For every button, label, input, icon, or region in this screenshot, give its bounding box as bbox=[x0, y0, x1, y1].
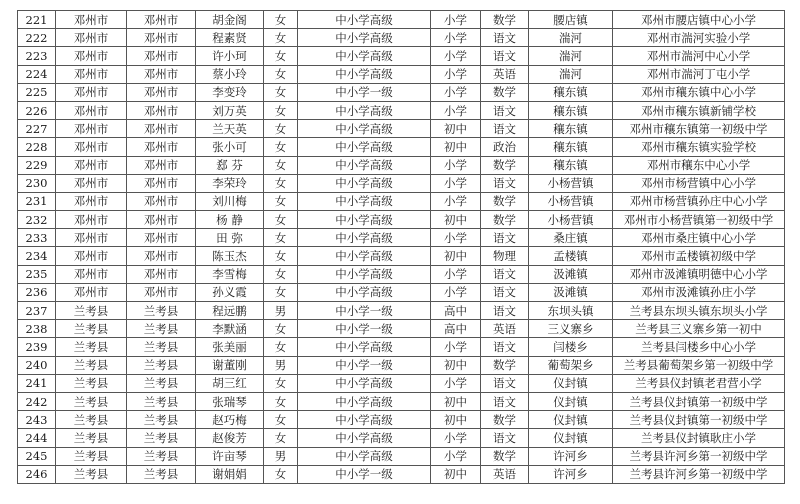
city-cell: 兰考县 bbox=[56, 338, 127, 356]
gender-cell: 女 bbox=[264, 374, 298, 392]
title-cell: 中小学高级 bbox=[298, 192, 431, 210]
gender-cell: 女 bbox=[264, 338, 298, 356]
row-number-cell: 243 bbox=[18, 411, 56, 429]
town-cell: 孟楼镇 bbox=[529, 247, 613, 265]
name-cell: 李变玲 bbox=[196, 83, 264, 101]
gender-cell: 女 bbox=[264, 29, 298, 47]
subject-cell: 英语 bbox=[481, 65, 529, 83]
subject-cell: 语文 bbox=[481, 338, 529, 356]
title-cell: 中小学一级 bbox=[298, 465, 431, 483]
table-body bbox=[18, 11, 785, 484]
table-row bbox=[18, 83, 785, 101]
county-cell: 兰考县 bbox=[127, 411, 196, 429]
city-cell: 邓州市 bbox=[56, 138, 127, 156]
row-number-cell: 236 bbox=[18, 283, 56, 301]
county-cell: 邓州市 bbox=[127, 120, 196, 138]
title-cell: 中小学高级 bbox=[298, 211, 431, 229]
school-name-cell: 兰考县仪封镇老君营小学 bbox=[613, 374, 785, 392]
name-cell: 赵巧梅 bbox=[196, 411, 264, 429]
city-cell: 邓州市 bbox=[56, 265, 127, 283]
name-cell: 谢娟娟 bbox=[196, 465, 264, 483]
county-cell: 邓州市 bbox=[127, 192, 196, 210]
gender-cell: 女 bbox=[264, 138, 298, 156]
town-cell: 汲滩镇 bbox=[529, 283, 613, 301]
table-row bbox=[18, 174, 785, 192]
gender-cell: 男 bbox=[264, 302, 298, 320]
gender-cell: 男 bbox=[264, 447, 298, 465]
county-cell: 邓州市 bbox=[127, 229, 196, 247]
school-name-cell: 邓州市穰东中心小学 bbox=[613, 156, 785, 174]
name-cell: 张小可 bbox=[196, 138, 264, 156]
gender-cell: 女 bbox=[264, 192, 298, 210]
name-cell: 程素贤 bbox=[196, 29, 264, 47]
school-name-cell: 邓州市腰店镇中心小学 bbox=[613, 11, 785, 29]
town-cell: 仪封镇 bbox=[529, 411, 613, 429]
gender-cell: 女 bbox=[264, 283, 298, 301]
gender-cell: 女 bbox=[264, 411, 298, 429]
subject-cell: 数学 bbox=[481, 211, 529, 229]
school-level-cell: 小学 bbox=[431, 83, 481, 101]
title-cell: 中小学高级 bbox=[298, 120, 431, 138]
school-level-cell: 小学 bbox=[431, 11, 481, 29]
table-row bbox=[18, 229, 785, 247]
city-cell: 兰考县 bbox=[56, 411, 127, 429]
school-level-cell: 小学 bbox=[431, 283, 481, 301]
city-cell: 兰考县 bbox=[56, 356, 127, 374]
gender-cell: 女 bbox=[264, 392, 298, 410]
county-cell: 邓州市 bbox=[127, 83, 196, 101]
gender-cell: 女 bbox=[264, 247, 298, 265]
city-cell: 兰考县 bbox=[56, 320, 127, 338]
row-number-cell: 235 bbox=[18, 265, 56, 283]
school-name-cell: 邓州市穰东镇第一初级中学 bbox=[613, 120, 785, 138]
town-cell: 许河乡 bbox=[529, 465, 613, 483]
table-row bbox=[18, 429, 785, 447]
table-row bbox=[18, 302, 785, 320]
name-cell: 李荣玲 bbox=[196, 174, 264, 192]
table-row bbox=[18, 156, 785, 174]
city-cell: 邓州市 bbox=[56, 11, 127, 29]
county-cell: 兰考县 bbox=[127, 392, 196, 410]
school-level-cell: 小学 bbox=[431, 447, 481, 465]
name-cell: 赵俊芳 bbox=[196, 429, 264, 447]
town-cell: 穰东镇 bbox=[529, 83, 613, 101]
table-row bbox=[18, 120, 785, 138]
title-cell: 中小学高级 bbox=[298, 47, 431, 65]
county-cell: 兰考县 bbox=[127, 356, 196, 374]
school-level-cell: 小学 bbox=[431, 429, 481, 447]
table-row bbox=[18, 392, 785, 410]
name-cell: 胡金阁 bbox=[196, 11, 264, 29]
town-cell: 葡萄架乡 bbox=[529, 356, 613, 374]
gender-cell: 女 bbox=[264, 429, 298, 447]
subject-cell: 英语 bbox=[481, 465, 529, 483]
gender-cell: 女 bbox=[264, 265, 298, 283]
school-level-cell: 初中 bbox=[431, 138, 481, 156]
subject-cell: 英语 bbox=[481, 320, 529, 338]
title-cell: 中小学高级 bbox=[298, 338, 431, 356]
gender-cell: 女 bbox=[264, 47, 298, 65]
town-cell: 许河乡 bbox=[529, 447, 613, 465]
school-name-cell: 邓州市湍河中心小学 bbox=[613, 47, 785, 65]
table-row bbox=[18, 320, 785, 338]
city-cell: 邓州市 bbox=[56, 283, 127, 301]
table-row bbox=[18, 447, 785, 465]
county-cell: 邓州市 bbox=[127, 211, 196, 229]
subject-cell: 政治 bbox=[481, 138, 529, 156]
town-cell: 穰东镇 bbox=[529, 156, 613, 174]
gender-cell: 女 bbox=[264, 229, 298, 247]
school-name-cell: 邓州市穰东镇新铺学校 bbox=[613, 101, 785, 119]
row-number-cell: 246 bbox=[18, 465, 56, 483]
school-level-cell: 小学 bbox=[431, 374, 481, 392]
school-name-cell: 邓州市穰东镇中心小学 bbox=[613, 83, 785, 101]
row-number-cell: 227 bbox=[18, 120, 56, 138]
school-name-cell: 兰考县许河乡第一初级中学 bbox=[613, 465, 785, 483]
subject-cell: 语文 bbox=[481, 392, 529, 410]
school-level-cell: 小学 bbox=[431, 265, 481, 283]
name-cell: 许亩琴 bbox=[196, 447, 264, 465]
title-cell: 中小学高级 bbox=[298, 229, 431, 247]
city-cell: 邓州市 bbox=[56, 247, 127, 265]
row-number-cell: 222 bbox=[18, 29, 56, 47]
row-number-cell: 237 bbox=[18, 302, 56, 320]
school-level-cell: 小学 bbox=[431, 338, 481, 356]
table-row bbox=[18, 192, 785, 210]
town-cell: 湍河 bbox=[529, 47, 613, 65]
name-cell: 张美丽 bbox=[196, 338, 264, 356]
county-cell: 邓州市 bbox=[127, 29, 196, 47]
name-cell: 杨 静 bbox=[196, 211, 264, 229]
city-cell: 邓州市 bbox=[56, 229, 127, 247]
county-cell: 邓州市 bbox=[127, 65, 196, 83]
school-name-cell: 兰考县东坝头镇东坝头小学 bbox=[613, 302, 785, 320]
school-level-cell: 小学 bbox=[431, 229, 481, 247]
subject-cell: 数学 bbox=[481, 356, 529, 374]
school-level-cell: 初中 bbox=[431, 120, 481, 138]
name-cell: 刘万英 bbox=[196, 101, 264, 119]
row-number-cell: 223 bbox=[18, 47, 56, 65]
school-level-cell: 初中 bbox=[431, 411, 481, 429]
gender-cell: 女 bbox=[264, 156, 298, 174]
town-cell: 穰东镇 bbox=[529, 120, 613, 138]
title-cell: 中小学高级 bbox=[298, 174, 431, 192]
gender-cell: 女 bbox=[264, 120, 298, 138]
school-name-cell: 兰考县许河乡第一初级中学 bbox=[613, 447, 785, 465]
table-row bbox=[18, 411, 785, 429]
county-cell: 邓州市 bbox=[127, 156, 196, 174]
city-cell: 兰考县 bbox=[56, 465, 127, 483]
gender-cell: 男 bbox=[264, 356, 298, 374]
document-page bbox=[17, 10, 785, 484]
school-name-cell: 邓州市杨营镇孙庄中心小学 bbox=[613, 192, 785, 210]
row-number-cell: 224 bbox=[18, 65, 56, 83]
subject-cell: 语文 bbox=[481, 302, 529, 320]
city-cell: 邓州市 bbox=[56, 29, 127, 47]
table-row bbox=[18, 265, 785, 283]
county-cell: 邓州市 bbox=[127, 47, 196, 65]
school-name-cell: 邓州市桑庄镇中心小学 bbox=[613, 229, 785, 247]
name-cell: 张瑞琴 bbox=[196, 392, 264, 410]
name-cell: 程远鹏 bbox=[196, 302, 264, 320]
school-name-cell: 邓州市湍河丁屯小学 bbox=[613, 65, 785, 83]
school-name-cell: 邓州市穰东镇实验学校 bbox=[613, 138, 785, 156]
row-number-cell: 230 bbox=[18, 174, 56, 192]
name-cell: 郄 芬 bbox=[196, 156, 264, 174]
title-cell: 中小学高级 bbox=[298, 138, 431, 156]
name-cell: 许小珂 bbox=[196, 47, 264, 65]
subject-cell: 语文 bbox=[481, 174, 529, 192]
city-cell: 兰考县 bbox=[56, 302, 127, 320]
title-cell: 中小学高级 bbox=[298, 101, 431, 119]
name-cell: 田 弥 bbox=[196, 229, 264, 247]
row-number-cell: 232 bbox=[18, 211, 56, 229]
subject-cell: 语文 bbox=[481, 229, 529, 247]
subject-cell: 语文 bbox=[481, 101, 529, 119]
row-number-cell: 231 bbox=[18, 192, 56, 210]
title-cell: 中小学高级 bbox=[298, 429, 431, 447]
row-number-cell: 225 bbox=[18, 83, 56, 101]
city-cell: 邓州市 bbox=[56, 211, 127, 229]
subject-cell: 数学 bbox=[481, 83, 529, 101]
table-row bbox=[18, 283, 785, 301]
city-cell: 兰考县 bbox=[56, 374, 127, 392]
city-cell: 邓州市 bbox=[56, 174, 127, 192]
county-cell: 邓州市 bbox=[127, 11, 196, 29]
town-cell: 东坝头镇 bbox=[529, 302, 613, 320]
school-level-cell: 小学 bbox=[431, 156, 481, 174]
gender-cell: 女 bbox=[264, 65, 298, 83]
subject-cell: 语文 bbox=[481, 374, 529, 392]
town-cell: 仪封镇 bbox=[529, 392, 613, 410]
title-cell: 中小学高级 bbox=[298, 65, 431, 83]
name-cell: 胡三红 bbox=[196, 374, 264, 392]
town-cell: 腰店镇 bbox=[529, 11, 613, 29]
row-number-cell: 233 bbox=[18, 229, 56, 247]
town-cell: 小杨营镇 bbox=[529, 192, 613, 210]
subject-cell: 语文 bbox=[481, 120, 529, 138]
subject-cell: 数学 bbox=[481, 11, 529, 29]
table-row bbox=[18, 374, 785, 392]
row-number-cell: 239 bbox=[18, 338, 56, 356]
school-level-cell: 小学 bbox=[431, 65, 481, 83]
table-row bbox=[18, 211, 785, 229]
title-cell: 中小学一级 bbox=[298, 320, 431, 338]
city-cell: 邓州市 bbox=[56, 120, 127, 138]
school-level-cell: 高中 bbox=[431, 302, 481, 320]
table-row bbox=[18, 338, 785, 356]
title-cell: 中小学高级 bbox=[298, 411, 431, 429]
gender-cell: 女 bbox=[264, 83, 298, 101]
row-number-cell: 221 bbox=[18, 11, 56, 29]
school-name-cell: 邓州市汲滩镇明德中心小学 bbox=[613, 265, 785, 283]
school-name-cell: 邓州市小杨营镇第一初级中学 bbox=[613, 211, 785, 229]
city-cell: 兰考县 bbox=[56, 392, 127, 410]
school-name-cell: 兰考县葡萄架乡第一初级中学 bbox=[613, 356, 785, 374]
teacher-list-table bbox=[17, 10, 785, 484]
table-row bbox=[18, 11, 785, 29]
school-level-cell: 小学 bbox=[431, 192, 481, 210]
town-cell: 仪封镇 bbox=[529, 429, 613, 447]
school-level-cell: 初中 bbox=[431, 211, 481, 229]
school-level-cell: 小学 bbox=[431, 174, 481, 192]
table-row bbox=[18, 247, 785, 265]
row-number-cell: 240 bbox=[18, 356, 56, 374]
county-cell: 兰考县 bbox=[127, 302, 196, 320]
title-cell: 中小学高级 bbox=[298, 392, 431, 410]
row-number-cell: 242 bbox=[18, 392, 56, 410]
table-row bbox=[18, 47, 785, 65]
city-cell: 兰考县 bbox=[56, 429, 127, 447]
county-cell: 邓州市 bbox=[127, 138, 196, 156]
county-cell: 兰考县 bbox=[127, 338, 196, 356]
school-level-cell: 小学 bbox=[431, 29, 481, 47]
table-row bbox=[18, 138, 785, 156]
town-cell: 湍河 bbox=[529, 65, 613, 83]
row-number-cell: 234 bbox=[18, 247, 56, 265]
name-cell: 谢董刚 bbox=[196, 356, 264, 374]
gender-cell: 女 bbox=[264, 11, 298, 29]
row-number-cell: 226 bbox=[18, 101, 56, 119]
gender-cell: 女 bbox=[264, 320, 298, 338]
name-cell: 陈玉杰 bbox=[196, 247, 264, 265]
county-cell: 兰考县 bbox=[127, 320, 196, 338]
subject-cell: 物理 bbox=[481, 247, 529, 265]
school-name-cell: 兰考县三义寨乡第一初中 bbox=[613, 320, 785, 338]
county-cell: 邓州市 bbox=[127, 174, 196, 192]
name-cell: 刘川梅 bbox=[196, 192, 264, 210]
subject-cell: 语文 bbox=[481, 47, 529, 65]
table-row bbox=[18, 465, 785, 483]
school-name-cell: 兰考县仪封镇第一初级中学 bbox=[613, 411, 785, 429]
table-row bbox=[18, 65, 785, 83]
title-cell: 中小学一级 bbox=[298, 356, 431, 374]
row-number-cell: 245 bbox=[18, 447, 56, 465]
school-name-cell: 邓州市汲滩镇孙庄小学 bbox=[613, 283, 785, 301]
subject-cell: 数学 bbox=[481, 411, 529, 429]
town-cell: 闫楼乡 bbox=[529, 338, 613, 356]
subject-cell: 语文 bbox=[481, 283, 529, 301]
name-cell: 李默涵 bbox=[196, 320, 264, 338]
row-number-cell: 244 bbox=[18, 429, 56, 447]
county-cell: 邓州市 bbox=[127, 265, 196, 283]
city-cell: 邓州市 bbox=[56, 156, 127, 174]
county-cell: 邓州市 bbox=[127, 247, 196, 265]
town-cell: 汲滩镇 bbox=[529, 265, 613, 283]
school-name-cell: 兰考县仪封镇耿庄小学 bbox=[613, 429, 785, 447]
gender-cell: 女 bbox=[264, 465, 298, 483]
school-level-cell: 初中 bbox=[431, 247, 481, 265]
gender-cell: 女 bbox=[264, 101, 298, 119]
school-name-cell: 邓州市孟楼镇初级中学 bbox=[613, 247, 785, 265]
city-cell: 邓州市 bbox=[56, 65, 127, 83]
county-cell: 兰考县 bbox=[127, 447, 196, 465]
subject-cell: 数学 bbox=[481, 156, 529, 174]
row-number-cell: 238 bbox=[18, 320, 56, 338]
town-cell: 小杨营镇 bbox=[529, 211, 613, 229]
subject-cell: 语文 bbox=[481, 429, 529, 447]
school-name-cell: 邓州市杨营镇中心小学 bbox=[613, 174, 785, 192]
school-level-cell: 高中 bbox=[431, 320, 481, 338]
school-level-cell: 小学 bbox=[431, 47, 481, 65]
town-cell: 小杨营镇 bbox=[529, 174, 613, 192]
school-level-cell: 初中 bbox=[431, 392, 481, 410]
title-cell: 中小学高级 bbox=[298, 156, 431, 174]
name-cell: 蔡小玲 bbox=[196, 65, 264, 83]
town-cell: 三义寨乡 bbox=[529, 320, 613, 338]
county-cell: 兰考县 bbox=[127, 465, 196, 483]
gender-cell: 女 bbox=[264, 211, 298, 229]
table-row bbox=[18, 356, 785, 374]
title-cell: 中小学高级 bbox=[298, 11, 431, 29]
school-name-cell: 兰考县闫楼乡中心小学 bbox=[613, 338, 785, 356]
city-cell: 邓州市 bbox=[56, 101, 127, 119]
name-cell: 孙义霞 bbox=[196, 283, 264, 301]
town-cell: 穰东镇 bbox=[529, 101, 613, 119]
title-cell: 中小学高级 bbox=[298, 447, 431, 465]
row-number-cell: 228 bbox=[18, 138, 56, 156]
school-name-cell: 兰考县仪封镇第一初级中学 bbox=[613, 392, 785, 410]
name-cell: 李雪梅 bbox=[196, 265, 264, 283]
subject-cell: 语文 bbox=[481, 29, 529, 47]
city-cell: 邓州市 bbox=[56, 192, 127, 210]
school-level-cell: 初中 bbox=[431, 465, 481, 483]
city-cell: 兰考县 bbox=[56, 447, 127, 465]
city-cell: 邓州市 bbox=[56, 83, 127, 101]
table-row bbox=[18, 101, 785, 119]
town-cell: 穰东镇 bbox=[529, 138, 613, 156]
county-cell: 邓州市 bbox=[127, 283, 196, 301]
row-number-cell: 241 bbox=[18, 374, 56, 392]
county-cell: 兰考县 bbox=[127, 374, 196, 392]
school-name-cell: 邓州市湍河实验小学 bbox=[613, 29, 785, 47]
town-cell: 湍河 bbox=[529, 29, 613, 47]
title-cell: 中小学高级 bbox=[298, 247, 431, 265]
title-cell: 中小学高级 bbox=[298, 265, 431, 283]
title-cell: 中小学高级 bbox=[298, 374, 431, 392]
title-cell: 中小学一级 bbox=[298, 83, 431, 101]
county-cell: 邓州市 bbox=[127, 101, 196, 119]
county-cell: 兰考县 bbox=[127, 429, 196, 447]
subject-cell: 数学 bbox=[481, 192, 529, 210]
title-cell: 中小学高级 bbox=[298, 29, 431, 47]
school-level-cell: 初中 bbox=[431, 356, 481, 374]
title-cell: 中小学高级 bbox=[298, 283, 431, 301]
name-cell: 兰天英 bbox=[196, 120, 264, 138]
city-cell: 邓州市 bbox=[56, 47, 127, 65]
subject-cell: 语文 bbox=[481, 265, 529, 283]
town-cell: 仪封镇 bbox=[529, 374, 613, 392]
subject-cell: 数学 bbox=[481, 447, 529, 465]
table-row bbox=[18, 29, 785, 47]
title-cell: 中小学一级 bbox=[298, 302, 431, 320]
school-level-cell: 小学 bbox=[431, 101, 481, 119]
town-cell: 桑庄镇 bbox=[529, 229, 613, 247]
gender-cell: 女 bbox=[264, 174, 298, 192]
row-number-cell: 229 bbox=[18, 156, 56, 174]
